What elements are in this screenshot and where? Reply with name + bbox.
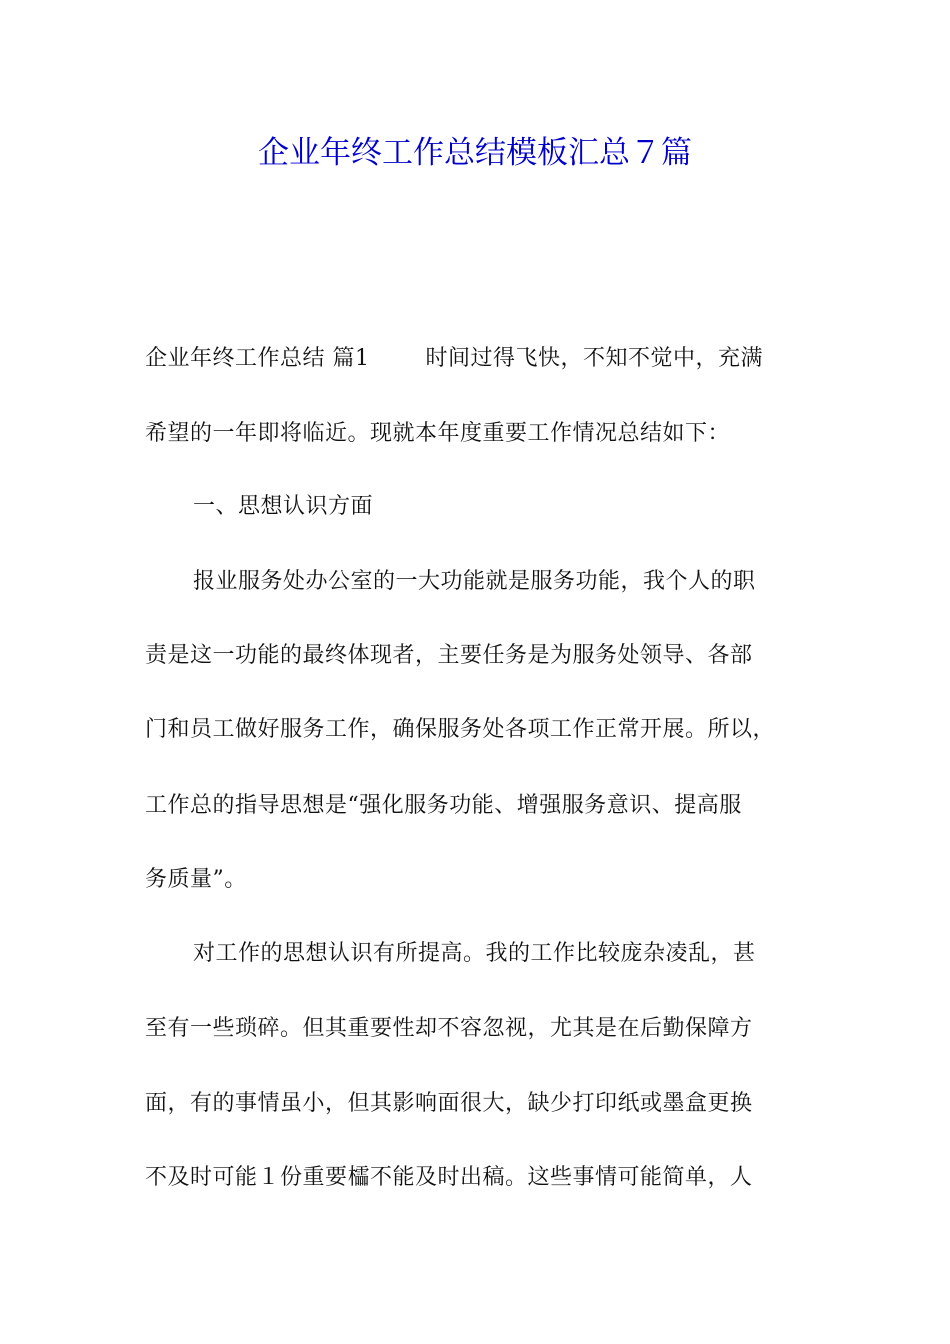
paragraph-line-7: 务质量”。	[145, 867, 247, 892]
document-title: 企业年终工作总结模板汇总７篇	[258, 135, 692, 171]
paragraph-line-2: 希望的一年即将临近。现就本年度重要工作情况总结如下：	[145, 421, 731, 446]
section-heading-inline: 企业年终工作总结 篇1	[145, 346, 370, 371]
paragraph-line-6: 工作总的指导思想是“强化服务功能、增强服务意识、提高服	[145, 793, 742, 818]
paragraph-line-10: 面，有的事情虽小，但其影响面很大，缺少打印纸或墨盒更换	[145, 1091, 753, 1116]
section-heading: 一、思想认识方面	[193, 494, 374, 519]
paragraph-line-3: 报业服务处办公室的一大功能就是服务功能，我个人的职	[193, 569, 756, 594]
paragraph-text: 时间过得飞快，不知不觉中，充满	[425, 346, 764, 371]
paragraph-line-5: 门和员工做好服务工作，确保服务处各项工作正常开展。所以，	[145, 717, 776, 742]
paragraph-line-1	[145, 341, 763, 377]
paragraph-line-8: 对工作的思想认识有所提高。我的工作比较庞杂凌乱，甚	[193, 941, 756, 966]
paragraph-line-11: 不及时可能１份重要櫺不能及时出稿。这些事情可能简单，人	[145, 1165, 753, 1190]
paragraph-line-9: 至有一些琐碎。但其重要性却不容忽视，尤其是在后勤保障方	[145, 1016, 753, 1041]
paragraph-line-4: 责是这一功能的最终体现者，主要任务是为服务处领导、各部	[145, 643, 753, 668]
